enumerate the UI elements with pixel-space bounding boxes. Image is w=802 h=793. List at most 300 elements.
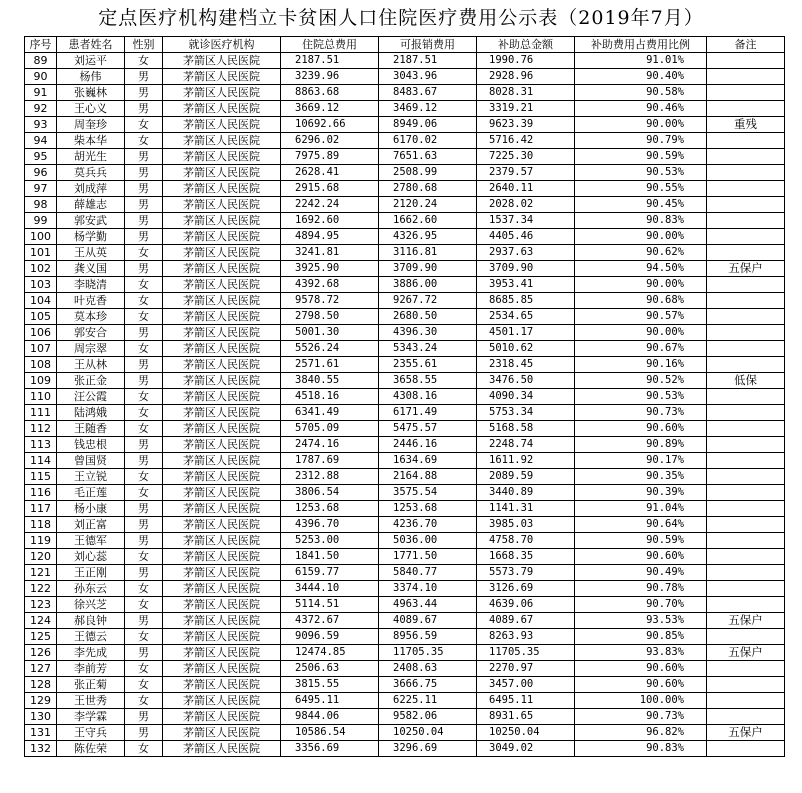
cell-patient-name: 莫本珍 — [57, 309, 125, 325]
cell-total-cost: 6159.77 — [281, 565, 379, 581]
table-row — [25, 309, 785, 325]
cell-reimbursable: 8483.67 — [379, 85, 477, 101]
cell-institution: 茅箭区人民医院 — [163, 501, 281, 517]
header-reimbursable: 可报销费用 — [379, 37, 477, 53]
cell-patient-name: 王正刚 — [57, 565, 125, 581]
cell-gender: 男 — [125, 69, 163, 85]
cell-index: 121 — [25, 565, 57, 581]
cell-patient-name: 刘成萍 — [57, 181, 125, 197]
cell-reimbursable: 3374.10 — [379, 581, 477, 597]
cell-total-cost: 4372.67 — [281, 613, 379, 629]
cell-subsidy-total: 8931.65 — [477, 709, 575, 725]
cell-remark — [707, 133, 785, 149]
cell-patient-name: 王随香 — [57, 421, 125, 437]
cell-subsidy-total: 4639.06 — [477, 597, 575, 613]
cell-gender: 女 — [125, 341, 163, 357]
cell-reimbursable: 9582.06 — [379, 709, 477, 725]
table-row — [25, 213, 785, 229]
cell-patient-name: 郭安武 — [57, 213, 125, 229]
cell-subsidy-ratio: 90.89% — [575, 437, 707, 453]
cell-subsidy-total: 4090.34 — [477, 389, 575, 405]
cell-patient-name: 李先成 — [57, 645, 125, 661]
cell-index: 115 — [25, 469, 57, 485]
cell-index: 132 — [25, 741, 57, 757]
cell-reimbursable: 3709.90 — [379, 261, 477, 277]
cell-patient-name: 张正菊 — [57, 677, 125, 693]
cell-gender: 女 — [125, 117, 163, 133]
cell-gender: 男 — [125, 229, 163, 245]
cell-institution: 茅箭区人民医院 — [163, 645, 281, 661]
cell-gender: 女 — [125, 661, 163, 677]
cell-subsidy-total: 5573.79 — [477, 565, 575, 581]
cell-total-cost: 3239.96 — [281, 69, 379, 85]
cell-subsidy-ratio: 90.73% — [575, 709, 707, 725]
cell-institution: 茅箭区人民医院 — [163, 309, 281, 325]
cell-remark: 五保户 — [707, 613, 785, 629]
cell-remark — [707, 597, 785, 613]
cell-reimbursable: 1634.69 — [379, 453, 477, 469]
cell-remark — [707, 53, 785, 69]
cell-index: 98 — [25, 197, 57, 213]
table-row — [25, 533, 785, 549]
cell-patient-name: 毛正莲 — [57, 485, 125, 501]
cell-subsidy-ratio: 90.70% — [575, 597, 707, 613]
cell-total-cost: 3241.81 — [281, 245, 379, 261]
cell-patient-name: 杨小康 — [57, 501, 125, 517]
cell-index: 112 — [25, 421, 57, 437]
cell-total-cost: 12474.85 — [281, 645, 379, 661]
cell-total-cost: 3925.90 — [281, 261, 379, 277]
cell-institution: 茅箭区人民医院 — [163, 453, 281, 469]
cell-gender: 男 — [125, 453, 163, 469]
cell-patient-name: 薛雄志 — [57, 197, 125, 213]
cell-gender: 男 — [125, 373, 163, 389]
table-row — [25, 677, 785, 693]
cell-patient-name: 柴本华 — [57, 133, 125, 149]
cell-remark — [707, 517, 785, 533]
table-row — [25, 53, 785, 69]
cell-index: 106 — [25, 325, 57, 341]
cell-reimbursable: 3658.55 — [379, 373, 477, 389]
cell-subsidy-total: 2928.96 — [477, 69, 575, 85]
cell-remark — [707, 533, 785, 549]
cell-subsidy-total: 3457.00 — [477, 677, 575, 693]
cell-patient-name: 徐兴芝 — [57, 597, 125, 613]
cell-remark — [707, 709, 785, 725]
cell-subsidy-ratio: 90.79% — [575, 133, 707, 149]
cell-gender: 女 — [125, 469, 163, 485]
cell-institution: 茅箭区人民医院 — [163, 181, 281, 197]
header-index: 序号 — [25, 37, 57, 53]
cell-remark — [707, 293, 785, 309]
cell-gender: 男 — [125, 325, 163, 341]
cell-index: 131 — [25, 725, 57, 741]
cell-institution: 茅箭区人民医院 — [163, 341, 281, 357]
table-row — [25, 501, 785, 517]
cell-reimbursable: 1253.68 — [379, 501, 477, 517]
cell-subsidy-total: 3953.41 — [477, 277, 575, 293]
cell-remark: 五保户 — [707, 725, 785, 741]
cell-subsidy-ratio: 90.00% — [575, 117, 707, 133]
cell-total-cost: 1787.69 — [281, 453, 379, 469]
cell-patient-name: 汪公霞 — [57, 389, 125, 405]
cell-patient-name: 王德军 — [57, 533, 125, 549]
table-row — [25, 485, 785, 501]
cell-subsidy-total: 8263.93 — [477, 629, 575, 645]
cell-subsidy-ratio: 90.73% — [575, 405, 707, 421]
cell-patient-name: 莫兵兵 — [57, 165, 125, 181]
cell-total-cost: 3669.12 — [281, 101, 379, 117]
cell-remark — [707, 197, 785, 213]
cell-subsidy-ratio: 90.16% — [575, 357, 707, 373]
cell-subsidy-total: 3476.50 — [477, 373, 575, 389]
cell-index: 93 — [25, 117, 57, 133]
cell-remark — [707, 245, 785, 261]
header-gender: 性别 — [125, 37, 163, 53]
cell-total-cost: 8863.68 — [281, 85, 379, 101]
cell-subsidy-ratio: 90.62% — [575, 245, 707, 261]
cell-patient-name: 刘运平 — [57, 53, 125, 69]
table-row — [25, 581, 785, 597]
cell-gender: 男 — [125, 197, 163, 213]
cell-reimbursable: 4236.70 — [379, 517, 477, 533]
cell-patient-name: 王从英 — [57, 245, 125, 261]
cell-remark: 五保户 — [707, 261, 785, 277]
cell-index: 122 — [25, 581, 57, 597]
cell-reimbursable: 2187.51 — [379, 53, 477, 69]
cell-patient-name: 张巍林 — [57, 85, 125, 101]
cell-institution: 茅箭区人民医院 — [163, 165, 281, 181]
cell-institution: 茅箭区人民医院 — [163, 261, 281, 277]
cell-subsidy-ratio: 90.49% — [575, 565, 707, 581]
cell-institution: 茅箭区人民医院 — [163, 629, 281, 645]
cell-subsidy-total: 2379.57 — [477, 165, 575, 181]
cell-institution: 茅箭区人民医院 — [163, 741, 281, 757]
cell-total-cost: 4518.16 — [281, 389, 379, 405]
cell-patient-name: 王心义 — [57, 101, 125, 117]
cell-total-cost: 4396.70 — [281, 517, 379, 533]
cell-reimbursable: 9267.72 — [379, 293, 477, 309]
cell-subsidy-total: 5010.62 — [477, 341, 575, 357]
table-row — [25, 197, 785, 213]
cell-subsidy-ratio: 94.50% — [575, 261, 707, 277]
cell-gender: 女 — [125, 245, 163, 261]
cell-remark — [707, 229, 785, 245]
cell-gender: 女 — [125, 389, 163, 405]
cell-patient-name: 曾国贤 — [57, 453, 125, 469]
cell-total-cost: 2798.50 — [281, 309, 379, 325]
table-row — [25, 277, 785, 293]
cell-total-cost: 7975.89 — [281, 149, 379, 165]
cell-institution: 茅箭区人民医院 — [163, 325, 281, 341]
cell-gender: 男 — [125, 357, 163, 373]
cell-institution: 茅箭区人民医院 — [163, 597, 281, 613]
table-row — [25, 453, 785, 469]
cell-gender: 女 — [125, 741, 163, 757]
cell-subsidy-ratio: 90.83% — [575, 213, 707, 229]
table-row — [25, 181, 785, 197]
table-row — [25, 741, 785, 757]
cell-gender: 男 — [125, 261, 163, 277]
cell-index: 108 — [25, 357, 57, 373]
table-row — [25, 69, 785, 85]
cell-patient-name: 胡光生 — [57, 149, 125, 165]
cell-institution: 茅箭区人民医院 — [163, 85, 281, 101]
cell-institution: 茅箭区人民医院 — [163, 277, 281, 293]
cell-patient-name: 王世秀 — [57, 693, 125, 709]
cell-reimbursable: 3296.69 — [379, 741, 477, 757]
cell-reimbursable: 5475.57 — [379, 421, 477, 437]
cell-total-cost: 3356.69 — [281, 741, 379, 757]
table-row — [25, 341, 785, 357]
page-title: 定点医疗机构建档立卡贫困人口住院医疗费用公示表（2019年7月） — [98, 7, 704, 29]
header-institution: 就诊医疗机构 — [163, 37, 281, 53]
cell-remark — [707, 85, 785, 101]
cell-index: 126 — [25, 645, 57, 661]
cell-gender: 男 — [125, 149, 163, 165]
cell-institution: 茅箭区人民医院 — [163, 373, 281, 389]
cell-subsidy-ratio: 90.57% — [575, 309, 707, 325]
cell-subsidy-total: 10250.04 — [477, 725, 575, 741]
cell-index: 101 — [25, 245, 57, 261]
cell-reimbursable: 5036.00 — [379, 533, 477, 549]
cell-institution: 茅箭区人民医院 — [163, 661, 281, 677]
cell-patient-name: 王守兵 — [57, 725, 125, 741]
cell-institution: 茅箭区人民医院 — [163, 53, 281, 69]
cell-remark — [707, 101, 785, 117]
cell-index: 113 — [25, 437, 57, 453]
table-row — [25, 165, 785, 181]
cell-institution: 茅箭区人民医院 — [163, 565, 281, 581]
cell-subsidy-ratio: 90.64% — [575, 517, 707, 533]
table-row — [25, 229, 785, 245]
cell-subsidy-total: 2318.45 — [477, 357, 575, 373]
cell-remark — [707, 341, 785, 357]
cell-index: 118 — [25, 517, 57, 533]
cell-subsidy-ratio: 90.00% — [575, 229, 707, 245]
cell-index: 124 — [25, 613, 57, 629]
cell-gender: 男 — [125, 213, 163, 229]
table-header-row — [25, 37, 785, 53]
table-row — [25, 325, 785, 341]
cell-reimbursable: 3043.96 — [379, 69, 477, 85]
cell-subsidy-ratio: 100.00% — [575, 693, 707, 709]
cell-total-cost: 9096.59 — [281, 629, 379, 645]
table-body — [25, 53, 785, 757]
cell-gender: 男 — [125, 517, 163, 533]
cell-gender: 女 — [125, 309, 163, 325]
cell-institution: 茅箭区人民医院 — [163, 581, 281, 597]
cell-subsidy-total: 2270.97 — [477, 661, 575, 677]
cell-institution: 茅箭区人民医院 — [163, 229, 281, 245]
cell-reimbursable: 2780.68 — [379, 181, 477, 197]
cell-remark — [707, 693, 785, 709]
cell-institution: 茅箭区人民医院 — [163, 549, 281, 565]
cell-gender: 男 — [125, 437, 163, 453]
cell-reimbursable: 8949.06 — [379, 117, 477, 133]
cell-remark — [707, 405, 785, 421]
cell-remark — [707, 165, 785, 181]
cell-remark — [707, 565, 785, 581]
cell-patient-name: 李学霖 — [57, 709, 125, 725]
cell-institution: 茅箭区人民医院 — [163, 613, 281, 629]
cell-index: 125 — [25, 629, 57, 645]
cell-patient-name: 陆鸿娥 — [57, 405, 125, 421]
cell-reimbursable: 1771.50 — [379, 549, 477, 565]
cell-index: 117 — [25, 501, 57, 517]
cell-total-cost: 5253.00 — [281, 533, 379, 549]
cell-index: 103 — [25, 277, 57, 293]
cell-total-cost: 2628.41 — [281, 165, 379, 181]
cell-institution: 茅箭区人民医院 — [163, 725, 281, 741]
cell-gender: 女 — [125, 549, 163, 565]
cell-gender: 男 — [125, 165, 163, 181]
cell-gender: 男 — [125, 501, 163, 517]
cell-subsidy-ratio: 93.53% — [575, 613, 707, 629]
cell-total-cost: 5114.51 — [281, 597, 379, 613]
cell-reimbursable: 5343.24 — [379, 341, 477, 357]
table-row — [25, 245, 785, 261]
cell-gender: 女 — [125, 629, 163, 645]
header-remark: 备注 — [707, 37, 785, 53]
cell-subsidy-ratio: 90.00% — [575, 325, 707, 341]
cell-remark — [707, 149, 785, 165]
cell-institution: 茅箭区人民医院 — [163, 293, 281, 309]
cell-index: 89 — [25, 53, 57, 69]
cell-subsidy-ratio: 90.60% — [575, 677, 707, 693]
cell-remark — [707, 181, 785, 197]
cell-index: 123 — [25, 597, 57, 613]
cell-remark: 重残 — [707, 117, 785, 133]
cell-gender: 男 — [125, 85, 163, 101]
table-row — [25, 645, 785, 661]
cell-reimbursable: 6171.49 — [379, 405, 477, 421]
cell-subsidy-total: 2534.65 — [477, 309, 575, 325]
cell-index: 90 — [25, 69, 57, 85]
cell-subsidy-ratio: 90.53% — [575, 165, 707, 181]
cell-remark — [707, 421, 785, 437]
cell-subsidy-total: 4501.17 — [477, 325, 575, 341]
cell-institution: 茅箭区人民医院 — [163, 357, 281, 373]
cell-patient-name: 钱忠根 — [57, 437, 125, 453]
cell-patient-name: 郭安合 — [57, 325, 125, 341]
cell-subsidy-ratio: 90.45% — [575, 197, 707, 213]
cell-remark — [707, 309, 785, 325]
cell-subsidy-ratio: 90.40% — [575, 69, 707, 85]
cell-subsidy-total: 1990.76 — [477, 53, 575, 69]
cell-total-cost: 10586.54 — [281, 725, 379, 741]
cell-subsidy-ratio: 91.04% — [575, 501, 707, 517]
cell-index: 111 — [25, 405, 57, 421]
cell-subsidy-ratio: 90.35% — [575, 469, 707, 485]
cell-index: 129 — [25, 693, 57, 709]
cell-institution: 茅箭区人民医院 — [163, 197, 281, 213]
cell-reimbursable: 4963.44 — [379, 597, 477, 613]
cell-patient-name: 叶克香 — [57, 293, 125, 309]
cell-total-cost: 3444.10 — [281, 581, 379, 597]
cell-reimbursable: 6170.02 — [379, 133, 477, 149]
cell-gender: 女 — [125, 581, 163, 597]
table-row — [25, 565, 785, 581]
cell-subsidy-total: 5168.58 — [477, 421, 575, 437]
cell-patient-name: 杨伟 — [57, 69, 125, 85]
cell-subsidy-total: 4089.67 — [477, 613, 575, 629]
table-row — [25, 469, 785, 485]
cell-reimbursable: 4396.30 — [379, 325, 477, 341]
cell-institution: 茅箭区人民医院 — [163, 117, 281, 133]
cell-index: 127 — [25, 661, 57, 677]
cell-reimbursable: 10250.04 — [379, 725, 477, 741]
table-row — [25, 405, 785, 421]
cell-subsidy-ratio: 90.55% — [575, 181, 707, 197]
cell-total-cost: 5001.30 — [281, 325, 379, 341]
cell-remark — [707, 501, 785, 517]
cell-reimbursable: 11705.35 — [379, 645, 477, 661]
cell-subsidy-ratio: 90.59% — [575, 149, 707, 165]
cell-remark — [707, 277, 785, 293]
cell-reimbursable: 7651.63 — [379, 149, 477, 165]
cell-gender: 男 — [125, 709, 163, 725]
cell-remark — [707, 453, 785, 469]
cell-gender: 女 — [125, 677, 163, 693]
cell-subsidy-total: 1141.31 — [477, 501, 575, 517]
cell-institution: 茅箭区人民医院 — [163, 677, 281, 693]
cell-institution: 茅箭区人民医院 — [163, 133, 281, 149]
cell-subsidy-total: 1611.92 — [477, 453, 575, 469]
table-row — [25, 261, 785, 277]
cell-subsidy-ratio: 90.59% — [575, 533, 707, 549]
cell-remark — [707, 389, 785, 405]
cell-subsidy-ratio: 90.39% — [575, 485, 707, 501]
cell-subsidy-total: 2248.74 — [477, 437, 575, 453]
cell-institution: 茅箭区人民医院 — [163, 101, 281, 117]
cell-reimbursable: 2120.24 — [379, 197, 477, 213]
cell-remark — [707, 741, 785, 757]
cell-total-cost: 1841.50 — [281, 549, 379, 565]
cell-gender: 男 — [125, 565, 163, 581]
cell-total-cost: 6341.49 — [281, 405, 379, 421]
cell-total-cost: 10692.66 — [281, 117, 379, 133]
cell-subsidy-total: 5753.34 — [477, 405, 575, 421]
cell-subsidy-ratio: 90.52% — [575, 373, 707, 389]
cell-patient-name: 李晓清 — [57, 277, 125, 293]
cell-total-cost: 2571.61 — [281, 357, 379, 373]
cell-subsidy-ratio: 90.67% — [575, 341, 707, 357]
cell-remark — [707, 437, 785, 453]
cell-reimbursable: 3575.54 — [379, 485, 477, 501]
cell-index: 91 — [25, 85, 57, 101]
table-row — [25, 101, 785, 117]
cell-subsidy-total: 11705.35 — [477, 645, 575, 661]
cell-gender: 男 — [125, 613, 163, 629]
cell-total-cost: 5526.24 — [281, 341, 379, 357]
cell-institution: 茅箭区人民医院 — [163, 693, 281, 709]
cell-institution: 茅箭区人民医院 — [163, 149, 281, 165]
header-subsidy-ratio: 补助费用占费用比例 — [575, 37, 707, 53]
cell-gender: 女 — [125, 133, 163, 149]
cell-index: 107 — [25, 341, 57, 357]
cell-reimbursable: 2446.16 — [379, 437, 477, 453]
cell-gender: 女 — [125, 405, 163, 421]
cell-patient-name: 李前芳 — [57, 661, 125, 677]
cell-patient-name: 周宗翠 — [57, 341, 125, 357]
cell-remark — [707, 581, 785, 597]
cell-institution: 茅箭区人民医院 — [163, 469, 281, 485]
cell-index: 92 — [25, 101, 57, 117]
cell-gender: 男 — [125, 725, 163, 741]
cell-subsidy-total: 9623.39 — [477, 117, 575, 133]
cell-total-cost: 1692.60 — [281, 213, 379, 229]
